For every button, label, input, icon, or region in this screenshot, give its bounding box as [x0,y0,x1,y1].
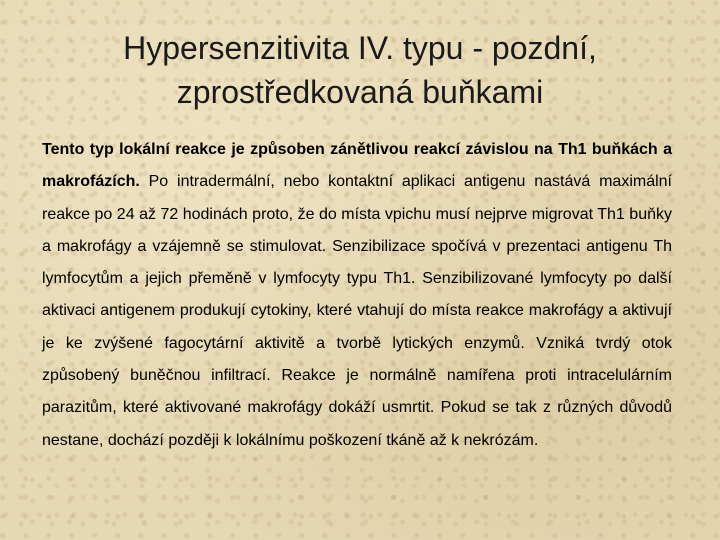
body-text: Po intradermální, nebo kontaktní aplikaci antigenu nastává maximální reakce po 24 až 72 hodinách proto, že do místa vpichu musí nejprve migrovat Th1 buňky a makrofágy a vzájemně se stimulovat. Senzibilizace spočívá v prezentaci antigenu Th lymfocytům a jejich přeměně v lymfocyty typu Th1. Senzibilizované lymfocyty po další aktivaci antigenem produkují cytokiny, které vtahují do místa reakce makrofágy a aktivují je ke zvýšené fagocytární aktivitě a tvorbě lytických enzymů. Vzniká tvrdý otok způsobený buněčnou infiltrací. Reakce je normálně namířena proti intracelulárním parazitům, které aktivované makrofágy dokáží usmrtit. Pokud se tak z různých důvodů nestane, dochází později k lokálnímu poškození tkáně až k nekrózám. [42,173,672,449]
slide-title: Hypersenzitivita IV. typu - pozdní, zprostředkovaná buňkami [123,30,597,110]
body-paragraph [42,134,672,457]
body-bold-lead: Tento typ lokální reakce je způsoben zánětlivou reakcí závislou na Th1 buňkách a makrofázích. [42,141,672,191]
